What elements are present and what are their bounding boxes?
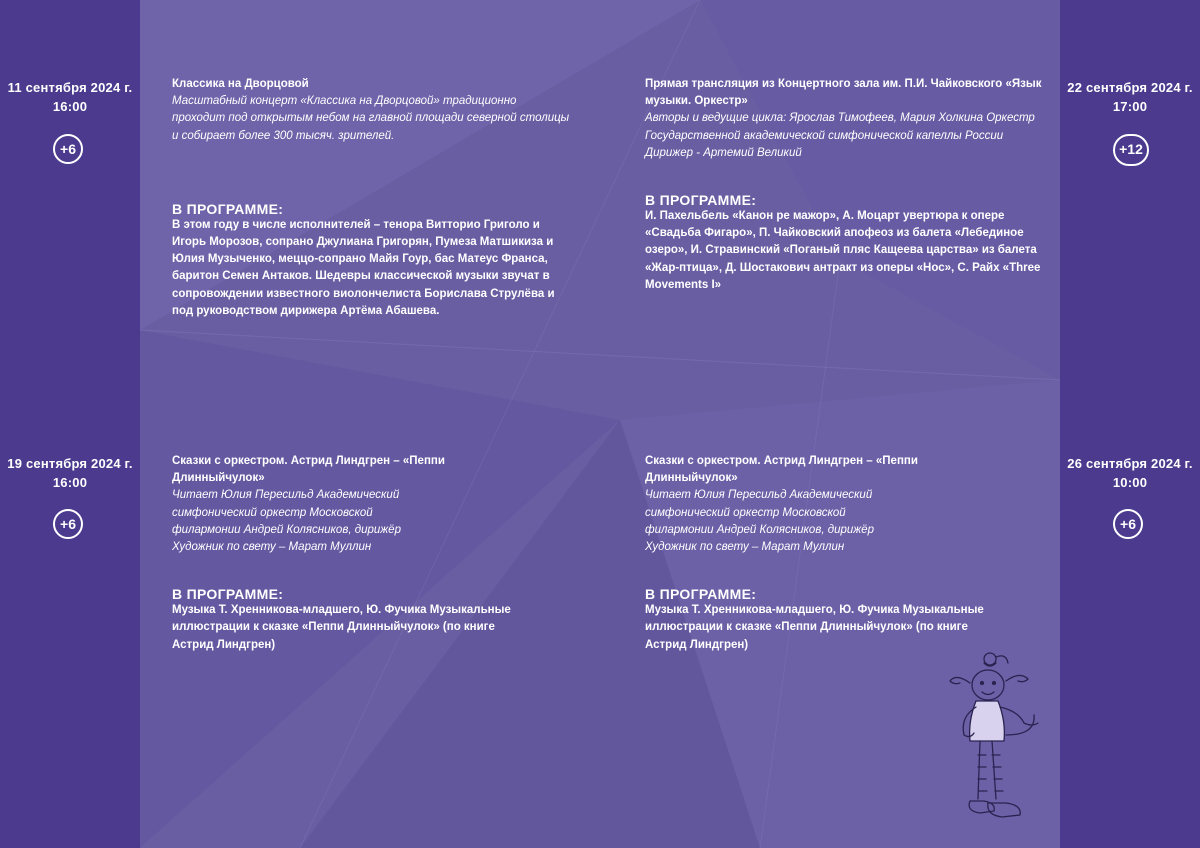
age-rating-badge: +6	[53, 509, 83, 539]
event-card	[645, 76, 1045, 294]
event-title: Классика на Дворцовой	[172, 78, 309, 90]
program-text: Музыка Т. Хренникова-младшего, Ю. Фучика Музыкальные иллюстрации к сказке «Пеппи Длинныйчулок» (по книге Астрид Линдгрен)	[645, 604, 984, 651]
event-date-block	[0, 78, 140, 116]
program-heading: В ПРОГРАММЕ:	[172, 586, 284, 603]
event-date: 26 сентября 2024 г.	[1067, 456, 1193, 471]
program-text: И. Пахельбель «Канон ре мажор», А. Моцарт увертюра к опере «Свадьба Фигаро», П. Чайковский апофеоз из балета «Лебединое озеро», И. Стравинский «Поганый пляс Кащеева царства» из балета «Жар-птица», Д. Шостакович антракт из оперы «Нос», С. Райх «Three Movements I»	[645, 210, 1041, 291]
program-text: Музыка Т. Хренникова-младшего, Ю. Фучика Музыкальные иллюстрации к сказке «Пеппи Длинныйчулок» (по книге Астрид Линдгрен)	[172, 604, 511, 651]
right-date-column	[1060, 0, 1200, 848]
event-date-block	[1060, 78, 1200, 116]
event-description: Читает Юлия Пересильд Академический симфонический оркестр Московской филармонии Андрей Колясников, дирижёр Художник по свету – Марат Муллин	[645, 489, 874, 554]
event-description: Масштабный концерт «Классика на Дворцовой» традиционно проходит под открытым небом на главной площади северной столицы и собирает более 300 тысяч. зрителей.	[172, 95, 570, 142]
event-title: Сказки с оркестром. Астрид Линдгрен – «Пеппи Длинныйчулок»	[645, 455, 918, 485]
left-date-column	[0, 0, 140, 848]
event-description: Читает Юлия Пересильд Академический симфонический оркестр Московской филармонии Андрей Колясников, дирижёр Художник по свету – Марат Муллин	[172, 489, 401, 554]
age-rating-badge: +6	[53, 134, 83, 164]
program-heading: В ПРОГРАММЕ:	[172, 200, 284, 217]
event-date: 22 сентября 2024 г.	[1067, 80, 1193, 95]
program-heading: В ПРОГРАММЕ:	[645, 586, 757, 603]
age-rating-badge: +6	[1113, 509, 1143, 539]
event-title: Прямая трансляция из Концертного зала им. П.И. Чайковского «Язык музыки. Оркестр»	[645, 78, 1042, 108]
event-time: 10:00	[1112, 475, 1148, 490]
program-text: В этом году в числе исполнителей – тенора Витторио Григоло и Игорь Морозов, сопрано Джулиана Григорян, Пумеза Матшикиза и Юлия Музыченко, меццо-сопрано Майя Гоур, бас Матеус Франса, баритон Семен Антаков. Шедевры классической музыки звучат в сопровождении известного виолончелиста Борислава Струлёва и под руководством дирижера Артёма Абашева.	[172, 218, 555, 317]
event-date-block	[0, 454, 140, 492]
event-date-block	[1060, 454, 1200, 492]
event-description: Авторы и ведущие цикла: Ярослав Тимофеев, Мария Холкина Оркестр Государственной академической симфонической капеллы России Дирижер - Артемий Великий	[645, 112, 1035, 159]
event-date: 11 сентября 2024 г.	[7, 80, 133, 95]
age-rating-badge: +12	[1113, 134, 1149, 166]
event-card	[172, 453, 512, 654]
program-heading: В ПРОГРАММЕ:	[645, 192, 757, 209]
event-card	[172, 76, 572, 320]
event-time: 16:00	[52, 99, 88, 114]
event-date: 19 сентября 2024 г.	[7, 456, 133, 471]
event-title: Сказки с оркестром. Астрид Линдгрен – «Пеппи Длинныйчулок»	[172, 455, 445, 485]
event-card	[645, 453, 985, 654]
event-time: 17:00	[1112, 99, 1148, 114]
pippi-illustration	[940, 645, 1050, 845]
event-time: 16:00	[52, 475, 88, 490]
